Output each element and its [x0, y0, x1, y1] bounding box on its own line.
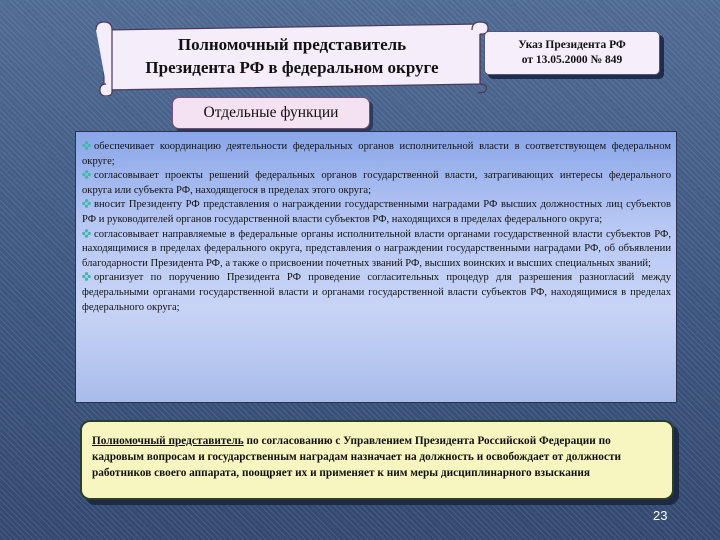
function-item	[82, 140, 671, 169]
function-item	[82, 228, 671, 272]
title-line-1: Полномочный представитель	[177, 35, 407, 54]
functions-panel	[75, 131, 677, 403]
decree-box	[484, 31, 660, 75]
note-subject: Полномочный представитель	[92, 435, 244, 447]
page-number: 23	[653, 508, 668, 523]
diamond-bullet-icon	[82, 272, 91, 281]
function-text: согласовывает проекты решений федеральных органов государственной власти, затрагивающих интересы федерального округа или субъекта РФ, находящегося в пределах этого округа;	[82, 170, 671, 196]
note-box	[80, 420, 674, 500]
function-item	[82, 271, 671, 315]
function-text: вносит Президенту РФ представления о награждении государственными наградами РФ высших должностных лиц субъектов РФ и руководителей органов государственной власти субъектов РФ, находящихся в пределах федерального округа;	[82, 199, 671, 225]
function-text: обеспечивает координацию деятельности федеральных органов исполнительной власти в соответствующем федеральном округе;	[82, 141, 671, 167]
title-scroll	[92, 20, 490, 96]
diamond-bullet-icon	[82, 141, 91, 150]
function-item	[82, 198, 671, 227]
diamond-bullet-icon	[82, 170, 91, 179]
note-text: по согласованию с Управлением Президента Российской Федерации по кадровым вопросам и государственным наградам назначает на должность и освобождает от должности работников своего аппарата, поощряет их и применяет к ним меры дисциплинарного взыскания	[92, 435, 622, 480]
function-item	[82, 169, 671, 198]
diamond-bullet-icon	[82, 199, 91, 208]
title-line-2: Президента РФ в федеральном округе	[145, 58, 439, 77]
decree-line-2: от 13.05.2000 № 849	[521, 54, 623, 66]
functions-title: Отдельные функции	[172, 97, 370, 129]
scroll-title-text	[114, 33, 470, 79]
diamond-bullet-icon	[82, 229, 91, 238]
function-text: организует по поручению Президента РФ проведение согласительных процедур для разрешения разногласий между федеральными органами государственной власти и органами государственной власти субъектов РФ, находящимися в пределах федерального округа;	[82, 272, 671, 313]
decree-line-1: Указ Президента РФ	[518, 39, 626, 51]
function-text: согласовывает направляемые в федеральные органы исполнительной власти органами государственной власти субъектов РФ, находящимися в пределах федерального округа, представления о награждении государственными наградами РФ, об объявлении благодарности Президента РФ, а также о присвоении почетных званий РФ, высших воинских и высших специальных званий;	[82, 228, 671, 269]
